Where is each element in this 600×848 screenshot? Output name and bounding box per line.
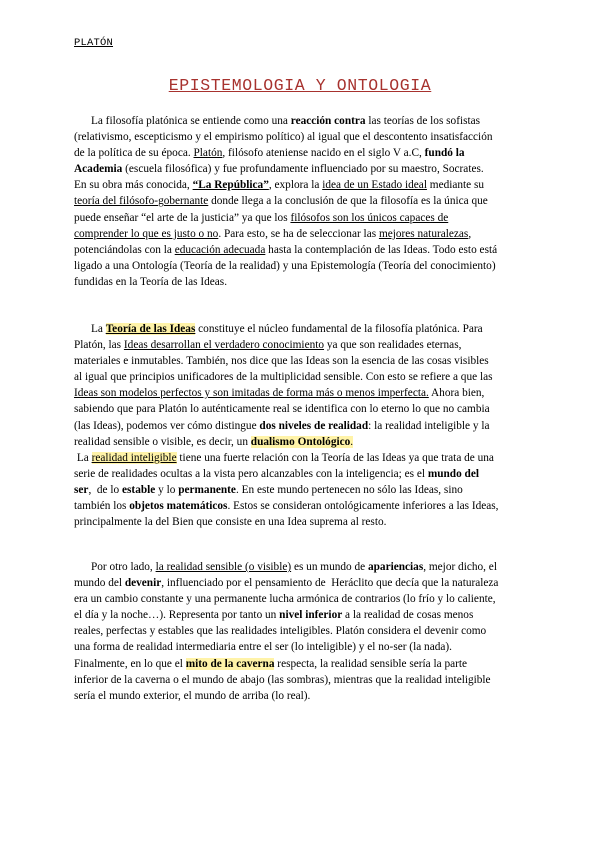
highlighted-term: Teoría de las Ideas bbox=[105, 323, 196, 335]
bold-term: objetos matemáticos bbox=[129, 500, 228, 513]
text-line: Finalmente, en lo que el mito de la caverna respecta, la realidad sensible sería la parte bbox=[74, 657, 468, 670]
paragraph-2 bbox=[74, 321, 526, 530]
text-line: reales, perfectas y estables que las realidades inteligibles. Platón considera el devenir como bbox=[74, 625, 487, 638]
text-line: La filosofía platónica se entiende como una reacción contra las teorías de los sofistas bbox=[74, 115, 481, 127]
underlined-term: Ideas son modelos perfectos y son imitadas de forma más o menos imperfecta. bbox=[74, 387, 429, 400]
text-line: teoría del filósofo-gobernante donde llega a la conclusión de que la filosofía es la única que bbox=[74, 195, 488, 208]
highlighted-term: realidad inteligible bbox=[91, 451, 177, 464]
text-line: realidad sensible o visible, es decir, un dualismo Ontológico. bbox=[74, 435, 354, 448]
bold-term: dos niveles de realidad bbox=[259, 419, 369, 432]
text-line: (relativismo, escepticismo y el empirismo político) al igual que el descontento insatisfacción bbox=[74, 131, 493, 144]
bold-term: permanente bbox=[178, 483, 236, 496]
bold-term: apariencias bbox=[368, 561, 424, 573]
text-line: La Teoría de las Ideas constituye el núcleo fundamental de la filosofía platónica. Para bbox=[74, 323, 483, 335]
underlined-term: mejores naturalezas bbox=[378, 227, 469, 240]
text-line: En su obra más conocida, “La República”, explora la idea de un Estado ideal mediante su bbox=[74, 179, 485, 192]
text-line: mundo del devenir, influenciado por el pensamiento de Heráclito que decía que la naturaleza bbox=[74, 577, 499, 590]
bold-term: Academia bbox=[74, 163, 123, 176]
underlined-term: Platón bbox=[193, 147, 223, 160]
underlined-term: Ideas desarrollan el verdadero conocimiento bbox=[123, 339, 325, 352]
text-line: La realidad inteligible tiene una fuerte relación con la Teoría de las Ideas ya que trata de una bbox=[74, 451, 494, 464]
bold-term: mundo del bbox=[427, 467, 479, 480]
text-line: también los objetos matemáticos. Estos se consideran ontológicamente inferiores a las Ideas, bbox=[74, 500, 499, 513]
text-line: inferior de la caverna o el mundo de abajo (las sombras), mientras que la realidad inteligible bbox=[74, 673, 491, 686]
bold-term: fundó la bbox=[424, 147, 465, 160]
text-line: Platón, las Ideas desarrollan el verdadero conocimiento ya que son realidades eternas, bbox=[74, 339, 462, 352]
text-line: (las Ideas), podemos ver cómo distingue dos niveles de realidad: la realidad inteligible y la bbox=[74, 419, 490, 432]
underlined-term: teoría del filósofo-gobernante bbox=[74, 195, 209, 208]
text-line: puede enseñar “el arte de la justicia” ya que los filósofos son los únicos capaces de bbox=[74, 211, 449, 224]
text-line: al igual que principios unificadores de la multiplicidad sensible. Con esto se refiere a que las bbox=[74, 371, 493, 384]
highlighted-term: mito de la caverna bbox=[185, 657, 275, 670]
underlined-term: comprender lo que es justo o no bbox=[74, 227, 219, 240]
paragraph-1 bbox=[74, 113, 526, 290]
text-line: de la política de su época. Platón, filósofo ateniense nacido en el siglo V a.C, fundó la bbox=[74, 147, 465, 160]
text-line: principalmente la del Bien que consiste en una Idea suprema al resto. bbox=[74, 516, 387, 529]
document-title: EPISTEMOLOGIA Y ONTOLOGIA bbox=[168, 76, 432, 95]
text-line: sería el mundo exterior, el mundo de arriba (lo real). bbox=[74, 689, 311, 702]
underlined-term: educación adecuada bbox=[174, 243, 266, 256]
text-line: el día y la noche…). Representa por tanto un nivel inferior a la realidad de cosas menos bbox=[74, 609, 474, 622]
bold-term: reacción contra bbox=[290, 115, 366, 127]
bold-term: nivel inferior bbox=[279, 609, 343, 622]
underlined-term: la realidad sensible (o visible) bbox=[155, 561, 292, 573]
bold-underlined-term: “La República” bbox=[192, 179, 269, 192]
text-line: ligado a una Ontología (Teoría de la realidad) y una Epistemología (Teoría del conocimiento) bbox=[74, 259, 496, 272]
text-line: Por otro lado, la realidad sensible (o visible) es un mundo de apariencias, mejor dicho, el bbox=[74, 561, 497, 573]
bold-term: ser bbox=[74, 483, 89, 496]
text-line: comprender lo que es justo o no. Para esto, se ha de seleccionar las mejores naturalezas, bbox=[74, 227, 472, 240]
text-line: Academia (escuela filosófica) y fue profundamente influenciado por su maestro, Socrates. bbox=[74, 163, 484, 176]
text-line: Ideas son modelos perfectos y son imitadas de forma más o menos imperfecta. Ahora bien, bbox=[74, 387, 485, 400]
paragraph-3 bbox=[74, 559, 526, 704]
text-line: era un cambio constante y una permanente lucha armónica de contrarios (lo frío y lo caliente, bbox=[74, 593, 496, 606]
underlined-term: idea de un Estado ideal bbox=[322, 179, 427, 192]
text-line: ser, de lo estable y lo permanente. En este mundo pertenecen no sólo las Ideas, sino bbox=[74, 483, 463, 496]
bold-term: devenir bbox=[124, 577, 162, 590]
page-header: PLATÓN bbox=[74, 37, 114, 49]
text-line: una forma de realidad intermediaria entre el ser (lo inteligible) y el no-ser (la nada). bbox=[74, 641, 452, 654]
text-line: fundidas en la Teoría de las Ideas. bbox=[74, 275, 228, 288]
text-line: sabiendo que para Platón lo auténticamente real se identifica con lo eterno lo que no cambia bbox=[74, 403, 490, 416]
highlighted-term: dualismo Ontológico bbox=[250, 435, 351, 448]
text-line: potenciándolas con la educación adecuada hasta la contemplación de las Ideas. Todo esto está bbox=[74, 243, 498, 256]
bold-term: estable bbox=[122, 483, 156, 496]
text-line: serie de realidades ocultas a la vista pero alcanzables con la inteligencia; es el mundo del bbox=[74, 467, 479, 480]
text-line: materiales e inmutables. También, nos dice que las Ideas son la esencia de las cosas visibles bbox=[74, 355, 489, 368]
underlined-term: filósofos son los únicos capaces de bbox=[290, 211, 449, 224]
